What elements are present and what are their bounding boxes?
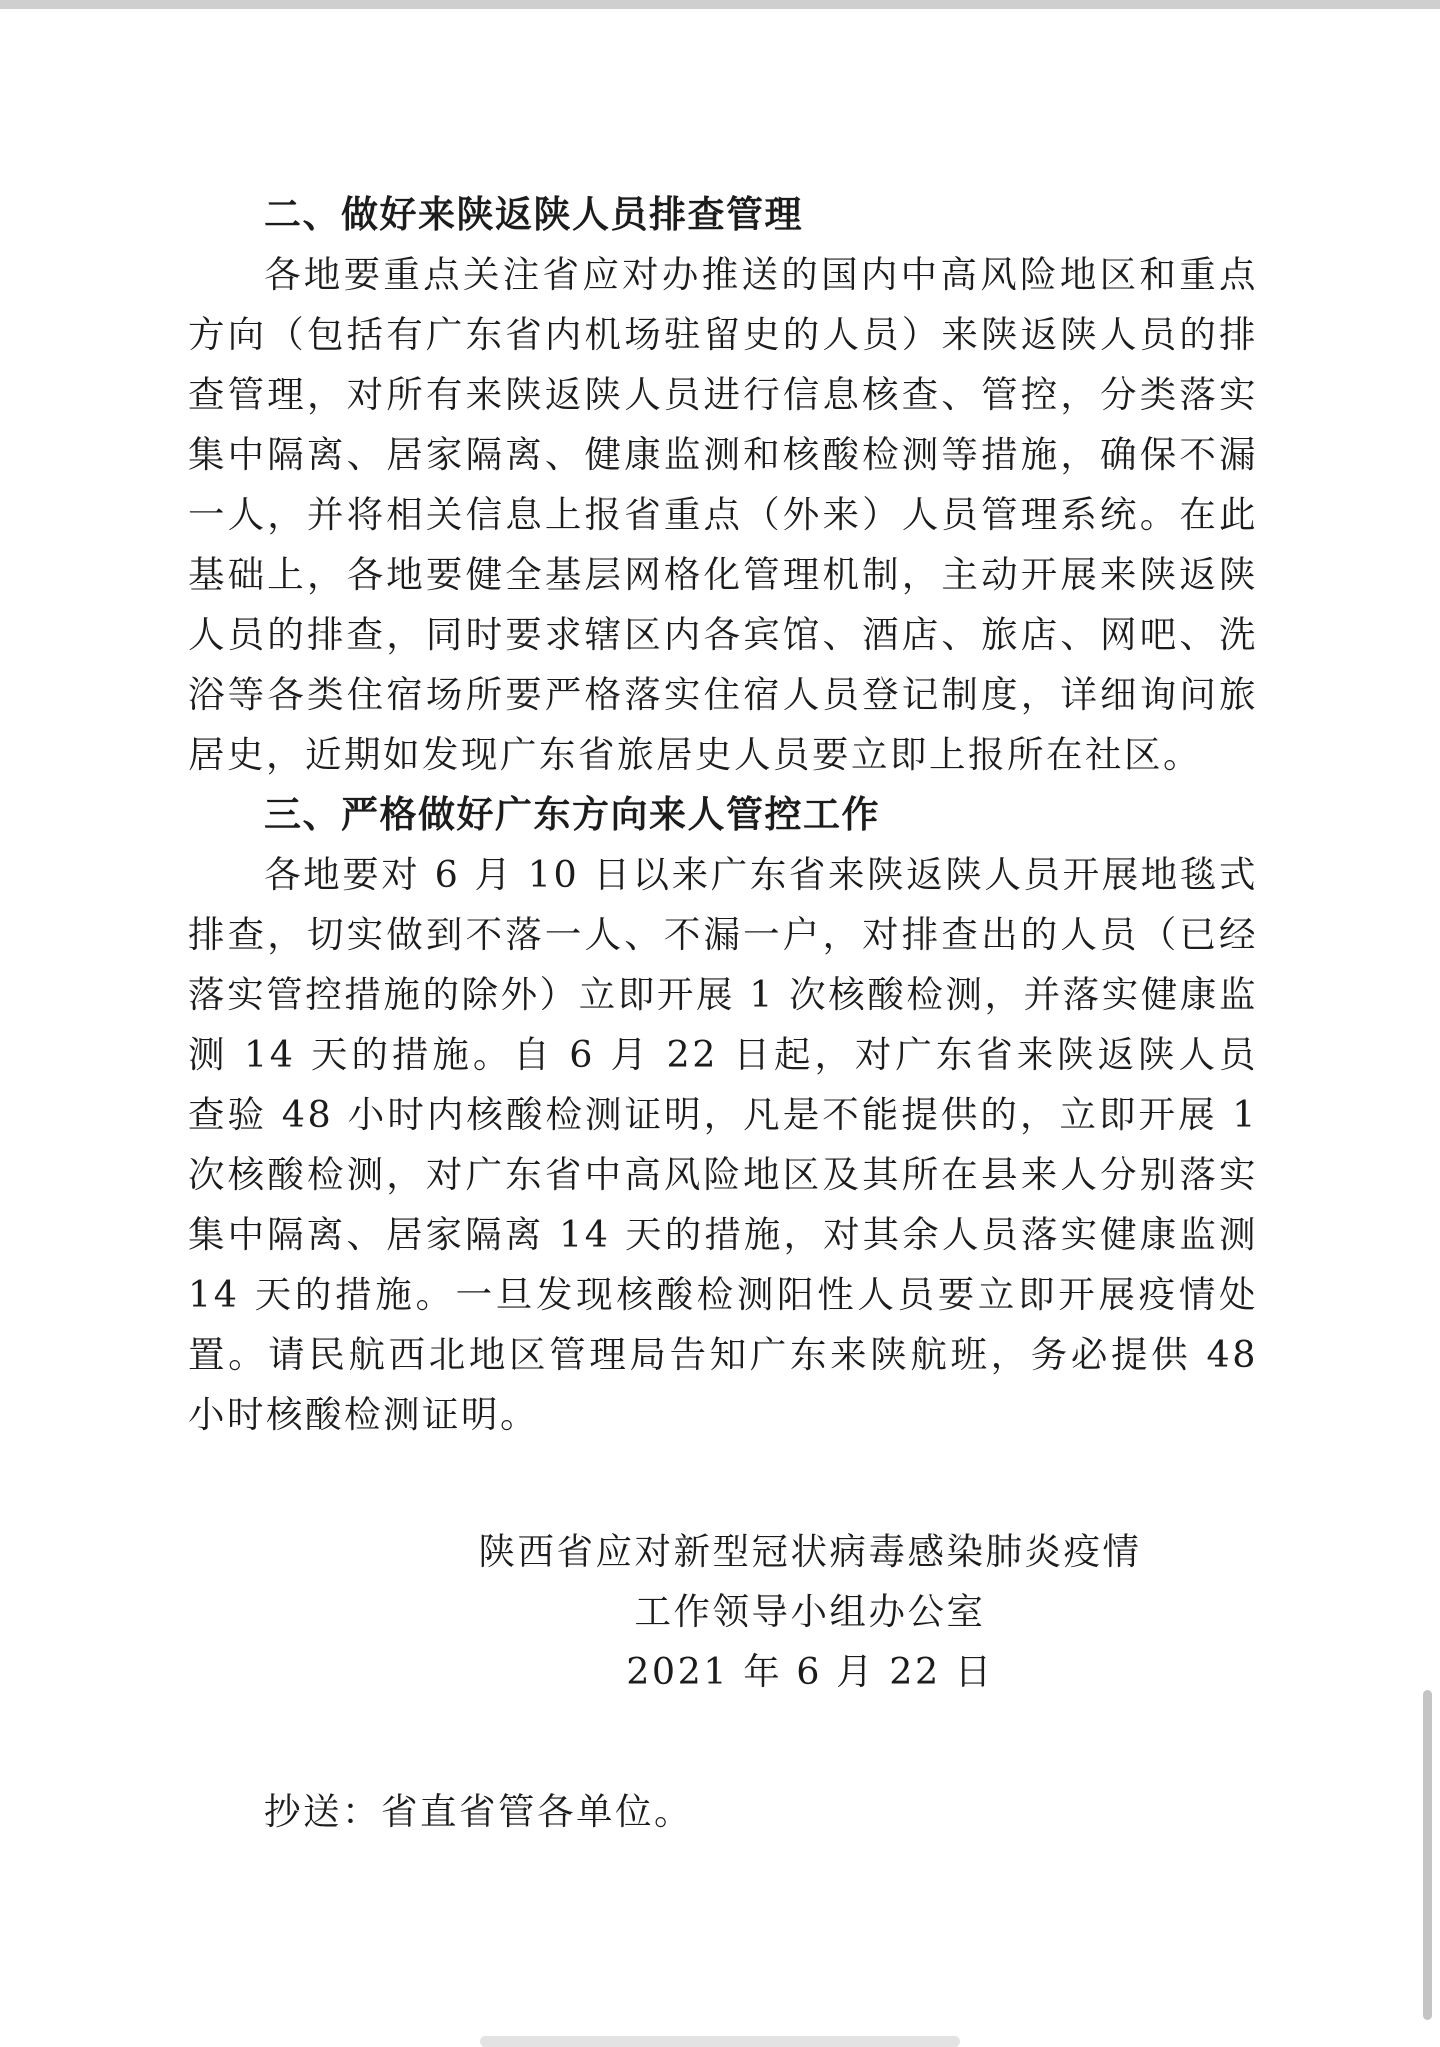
section-3-heading: 三、严格做好广东方向来人管控工作 [264, 793, 880, 836]
top-status-bar [0, 0, 1440, 9]
section-2-heading: 二、做好来陕返陕人员排查管理 [264, 193, 803, 236]
issuing-organization-line1: 陕西省应对新型冠状病毒感染肺炎疫情 [478, 1530, 1142, 1573]
section-3-paragraph: 各地要对 6 月 10 日以来广东省来陕返陕人员开展地毯式排查，切实做到不落一人、不漏一户，对排查出的人员（已经落实管控措施的除外）立即开展 1 次核酸检测，并落实健康监测 14 天的措施。自 6 月 22 日起，对广东省来陕返陕人员查验 48 小时内核酸检测证明，凡是不能提供的，立即开展 1 次核酸检测，对广东省中高风险地区及其所在县来人分别落实集中隔离、居家隔离 14 天的措施，对其余人员落实健康监测 14 天的措施。一旦发现核酸检测阳性人员要立即开展疫情处置。请民航西北地区管理局告知广东来陕航班，务必提供 48 小时核酸检测证明。 [188, 853, 1258, 1436]
vertical-scrollbar[interactable] [1423, 1690, 1432, 2020]
section-2-paragraph: 各地要重点关注省应对办推送的国内中高风险地区和重点方向（包括有广东省内机场驻留史的人员）来陕返陕人员的排查管理，对所有来陕返陕人员进行信息核查、管控，分类落实集中隔离、居家隔离、健康监测和核酸检测等措施，确保不漏一人，并将相关信息上报省重点（外来）人员管理系统。在此基础上，各地要健全基层网格化管理机制，主动开展来陕返陕人员的排查，同时要求辖区内各宾馆、酒店、旅店、网吧、洗浴等各类住宿场所要严格落实住宿人员登记制度，详细询问旅居史，近期如发现广东省旅居史人员要立即上报所在社区。 [188, 253, 1258, 776]
signature-block [440, 1522, 1180, 1702]
home-indicator[interactable] [480, 2036, 960, 2047]
issuing-organization-line2: 工作领导小组办公室 [634, 1590, 986, 1633]
issue-date: 2021 年 6 月 22 日 [626, 1650, 994, 1693]
document-body [188, 185, 1258, 1445]
cc-line: 抄送：省直省管各单位。 [264, 1790, 693, 1833]
